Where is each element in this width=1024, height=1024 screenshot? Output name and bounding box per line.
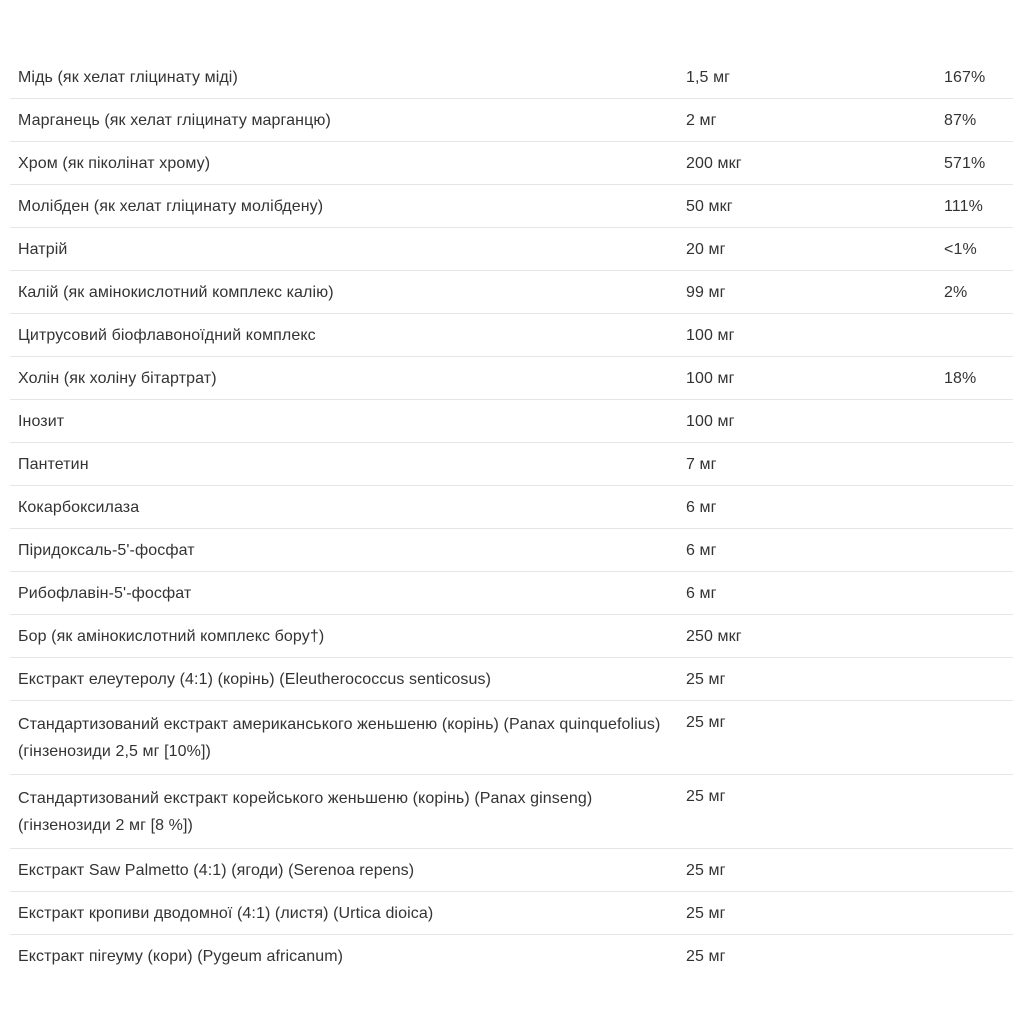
nutrient-amount: 6 мг bbox=[686, 542, 717, 559]
table-row bbox=[10, 99, 1013, 142]
table-row bbox=[10, 185, 1013, 228]
table-row bbox=[10, 935, 1013, 978]
nutrient-daily-value bbox=[936, 486, 1013, 529]
nutrient-name: Стандартизований екстракт американського женьшеню (корінь) (Panax quinquefolius) (гінзенозиди 2,5 мг [10%]) bbox=[18, 716, 661, 760]
nutrient-amount: 2 мг bbox=[686, 112, 717, 129]
nutrient-daily-value bbox=[936, 701, 1013, 775]
table-row bbox=[10, 658, 1013, 701]
table-row bbox=[10, 701, 1013, 775]
nutrient-name: Інозит bbox=[18, 413, 65, 430]
nutrient-amount: 7 мг bbox=[686, 456, 717, 473]
nutrient-name: Піридоксаль-5'-фосфат bbox=[18, 542, 195, 559]
nutrient-amount: 6 мг bbox=[686, 585, 717, 602]
nutrient-name: Молібден (як хелат гліцинату молібдену) bbox=[18, 198, 324, 215]
nutrient-amount: 100 мг bbox=[686, 413, 735, 430]
table-row bbox=[10, 142, 1013, 185]
nutrient-amount: 25 мг bbox=[686, 948, 726, 965]
nutrient-daily-value bbox=[936, 314, 1013, 357]
nutrient-amount: 25 мг bbox=[686, 905, 726, 922]
nutrient-name: Екстракт Saw Palmetto (4:1) (ягоди) (Serenoa repens) bbox=[18, 862, 415, 879]
nutrient-name: Холін (як холіну бітартрат) bbox=[18, 370, 217, 387]
nutrient-amount: 20 мг bbox=[686, 241, 726, 258]
table-row bbox=[10, 775, 1013, 849]
nutrient-amount: 6 мг bbox=[686, 499, 717, 516]
table-row bbox=[10, 56, 1013, 99]
nutrient-daily-value: 87% bbox=[944, 112, 977, 129]
nutrient-daily-value bbox=[936, 892, 1013, 935]
nutrient-amount: 25 мг bbox=[686, 714, 726, 731]
nutrient-amount: 200 мкг bbox=[686, 155, 742, 172]
nutrient-table-body bbox=[10, 56, 1013, 977]
nutrient-amount: 25 мг bbox=[686, 671, 726, 688]
nutrient-daily-value: 18% bbox=[944, 370, 977, 387]
table-row bbox=[10, 314, 1013, 357]
nutrient-name: Хром (як піколінат хрому) bbox=[18, 155, 211, 172]
nutrient-name: Екстракт кропиви дводомної (4:1) (листя) (Urtica dioica) bbox=[18, 905, 434, 922]
nutrient-daily-value: 2% bbox=[944, 284, 968, 301]
table-row bbox=[10, 228, 1013, 271]
nutrient-daily-value bbox=[936, 529, 1013, 572]
nutrient-amount: 250 мкг bbox=[686, 628, 742, 645]
nutrient-name: Натрій bbox=[18, 241, 68, 258]
nutrient-amount: 100 мг bbox=[686, 370, 735, 387]
nutrient-amount: 1,5 мг bbox=[686, 69, 731, 86]
nutrient-daily-value bbox=[936, 572, 1013, 615]
nutrient-daily-value bbox=[936, 400, 1013, 443]
nutrient-table bbox=[10, 56, 1013, 977]
nutrient-daily-value bbox=[936, 615, 1013, 658]
nutrient-daily-value bbox=[936, 775, 1013, 849]
table-row bbox=[10, 357, 1013, 400]
nutrient-name: Екстракт елеутеролу (4:1) (корінь) (Eleutherococcus senticosus) bbox=[18, 671, 492, 688]
table-row bbox=[10, 271, 1013, 314]
table-row bbox=[10, 572, 1013, 615]
nutrient-name: Калій (як амінокислотний комплекс калію) bbox=[18, 284, 334, 301]
nutrient-amount: 50 мкг bbox=[686, 198, 733, 215]
table-row bbox=[10, 892, 1013, 935]
nutrient-name: Мідь (як хелат гліцинату міді) bbox=[18, 69, 238, 86]
table-row bbox=[10, 443, 1013, 486]
table-row bbox=[10, 529, 1013, 572]
nutrient-daily-value: 167% bbox=[944, 69, 986, 86]
nutrient-name: Пантетин bbox=[18, 456, 89, 473]
nutrient-daily-value bbox=[936, 935, 1013, 978]
nutrient-amount: 25 мг bbox=[686, 788, 726, 805]
nutrient-daily-value bbox=[936, 849, 1013, 892]
nutrient-daily-value bbox=[936, 658, 1013, 701]
table-row bbox=[10, 615, 1013, 658]
nutrient-name: Екстракт пігеуму (кори) (Pygeum africanum) bbox=[18, 948, 344, 965]
nutrient-name: Бор (як амінокислотний комплекс бору†) bbox=[18, 628, 325, 645]
nutrient-name: Марганець (як хелат гліцинату марганцю) bbox=[18, 112, 331, 129]
table-row bbox=[10, 849, 1013, 892]
nutrient-amount: 99 мг bbox=[686, 284, 726, 301]
nutrient-name: Стандартизований екстракт корейського женьшеню (корінь) (Panax ginseng) (гінзенозиди 2 мг [8 %]) bbox=[18, 790, 593, 834]
table-row bbox=[10, 486, 1013, 529]
nutrient-amount: 25 мг bbox=[686, 862, 726, 879]
nutrient-daily-value: 571% bbox=[944, 155, 986, 172]
nutrient-name: Рибофлавін-5'-фосфат bbox=[18, 585, 192, 602]
nutrient-name: Цитрусовий біофлавоноїдний комплекс bbox=[18, 327, 316, 344]
nutrient-daily-value: <1% bbox=[944, 241, 977, 258]
nutrient-name: Кокарбоксилаза bbox=[18, 499, 140, 516]
table-row bbox=[10, 400, 1013, 443]
nutrient-daily-value: 111% bbox=[944, 198, 983, 215]
nutrient-amount: 100 мг bbox=[686, 327, 735, 344]
nutrient-daily-value bbox=[936, 443, 1013, 486]
